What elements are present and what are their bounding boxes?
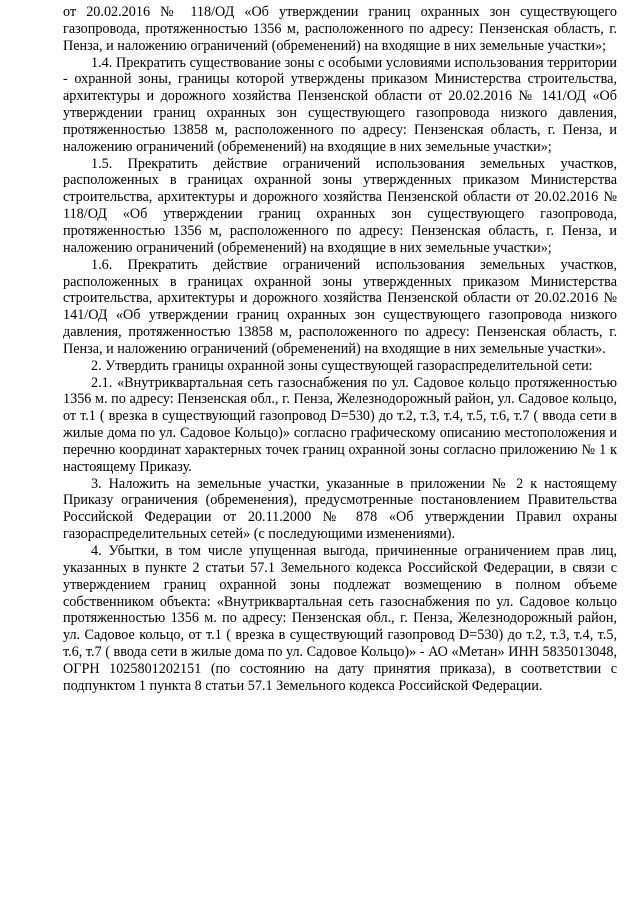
paragraph-1-4: 1.4. Прекратить существование зоны с особыми условиями использования территории - охранной зоны, границы которой утверждены приказом Министерства строительства, архитектуры и дорожного хозяйства Пензенской области от 20.02.2016 № 141/ОД «Об утверждении границ охранных зон существующего газопровода низкого давления, протяженностью 13858 м, расположенного по адресу: Пензенская область, г. Пенза, и наложению ограничений (обременений) на входящие в них земельные участки»; [63, 54, 617, 155]
paragraph-3: 3. Наложить на земельные участки, указанные в приложении № 2 к настоящему Приказу ограничения (обременения), предусмотренные постановлением Правительства Российской Федерации от 20.11.2000 № 878 «Об утверждении Правил охраны газораспределительных сетей» (с последующими изменениями). [63, 475, 617, 543]
paragraph-1-6: 1.6. Прекратить действие ограничений использования земельных участков, расположенных в границах охранной зоны утвержденных приказом Министерства строительства, архитектуры и дорожного хозяйства Пензенской области от 20.02.2016 № 141/ОД «Об утверждении границ охранных зон существующего газопровода низкого давления, протяженностью 13858 м, расположенного по адресу: Пензенская область, г. Пенза, и наложению ограничений (обременений) на входящие в них земельные участки». [63, 256, 617, 357]
paragraph-1-5: 1.5. Прекратить действие ограничений использования земельных участков, расположенных в границах охранной зоны утвержденных приказом Министерства строительства, архитектуры и дорожного хозяйства Пензенской области от 20.02.2016 № 118/ОД «Об утверждении границ охранных зон существующего газопровода, протяженностью 1356 м, расположенного по адресу: Пензенская область, г. Пенза, и наложению ограничений (обременений) на входящие в них земельные участки»; [63, 155, 617, 256]
paragraph-2-1: 2.1. «Внутриквартальная сеть газоснабжения по ул. Садовое кольцо протяженностью 1356 м. по адресу: Пензенская обл., г. Пенза, Железнодорожный район, ул. Садовое кольцо, от т.1 ( врезка в существующий газопровод D=530) до т.2, т.3, т.4, т.5, т.6, т.7 ( ввода сети в жилые дома по ул. Садовое Кольцо)» согласно графическому описанию местоположения и перечню координат характерных точек границ охранной зоны согласно приложению № 1 к настоящему Приказу. [63, 374, 617, 475]
paragraph-4: 4. Убытки, в том числе упущенная выгода, причиненные ограничением прав лиц, указанных в пункте 2 статьи 57.1 Земельного кодекса Российской Федерации, в связи с утверждением границ охранной зоны подлежат возмещению в полном объеме собственником объекта: «Внутриквартальная сеть газоснабжения по ул. Садовое кольцо протяженностью 1356 м. по адресу: Пензенская обл., г. Пенза, Железнодорожный район, ул. Садовое кольцо, от т.1 ( врезка в существующий газопровод D=530) до т.2, т.3, т.4, т.5, т.6, т.7 ( ввода сети в жилые дома по ул. Садовое Кольцо)» - АО «Метан» ИНН 5835013048, ОГРН 1025801202151 (по состоянию на дату принятия приказа), в соответствии с подпунктом 1 пункта 8 статьи 57.1 Земельного кодекса Российской Федерации. [63, 543, 617, 694]
paragraph-continuation: от 20.02.2016 № 118/ОД «Об утверждении границ охранных зон существующего газопровода, протяженностью 1356 м, расположенного по адресу: Пензенская область, г. Пенза, и наложению ограничений (обременений) на входящие в них земельные участки»; [63, 4, 617, 54]
paragraph-2: 2. Утвердить границы охранной зоны существующей газораспределительной сети: [91, 357, 593, 374]
